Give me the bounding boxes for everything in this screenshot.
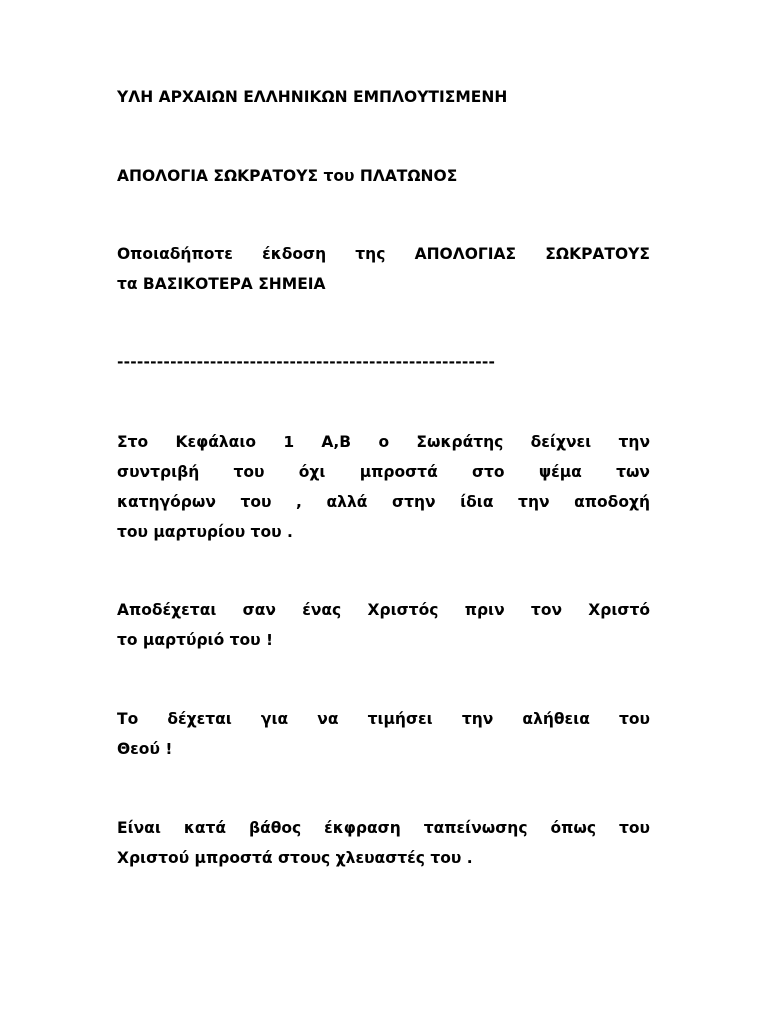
paragraph-1-line-4: του μαρτυρίου του . xyxy=(117,523,293,541)
document-title: ΥΛΗ ΑΡΧΑΙΩΝ ΕΛΛΗΝΙΚΩΝ ΕΜΠΛΟΥΤΙΣΜΕΝΗ xyxy=(117,88,508,106)
paragraph-3-line-2: Θεού ! xyxy=(117,740,173,758)
intro-line-1: Οποιαδήποτε έκδοση της ΑΠΟΛΟΓΙΑΣ ΣΩΚΡΑΤΟΥΣ xyxy=(117,245,650,263)
paragraph-2-line-1: Αποδέχεται σαν ένας Χριστός πριν τον Χριστό xyxy=(117,601,650,619)
paragraph-1-line-1: Στο Κεφάλαιο 1 Α,Β ο Σωκράτης δείχνει την xyxy=(117,433,650,451)
paragraph-4-line-2: Χριστού μπροστά στους χλευαστές του . xyxy=(117,849,473,867)
paragraph-2-line-2: το μαρτύριό του ! xyxy=(117,631,274,649)
document-subtitle: ΑΠΟΛΟΓΙΑ ΣΩΚΡΑΤΟΥΣ του ΠΛΑΤΩΝΟΣ xyxy=(117,167,458,185)
paragraph-1-line-3: κατηγόρων του , αλλά στην ίδια την αποδοχή xyxy=(117,493,650,511)
paragraph-1-line-2: συντριβή του όχι μπροστά στο ψέμα των xyxy=(117,463,650,481)
paragraph-4-line-1: Είναι κατά βάθος έκφραση ταπείνωσης όπως του xyxy=(117,819,650,837)
separator-line: --------------------------------------------------------- xyxy=(117,353,496,371)
paragraph-3-line-1: Το δέχεται για να τιμήσει την αλήθεια του xyxy=(117,710,650,728)
intro-line-2: τα ΒΑΣΙΚΟΤΕΡΑ ΣΗΜΕΙΑ xyxy=(117,275,326,293)
